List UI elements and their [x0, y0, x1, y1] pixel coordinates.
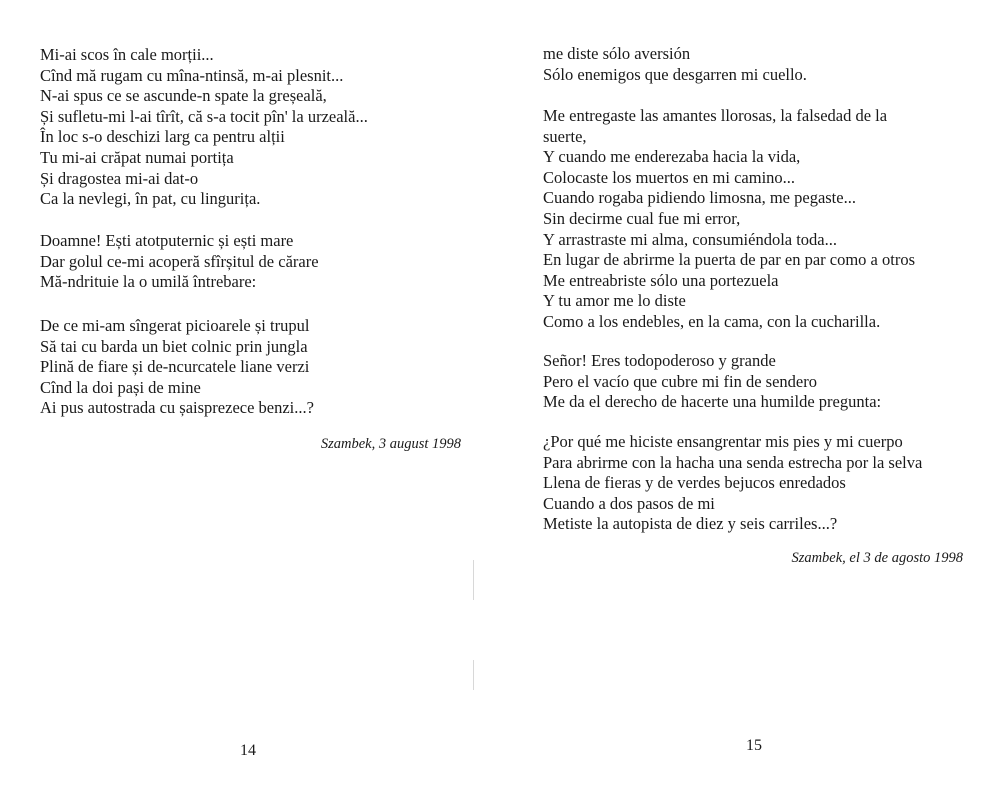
poem-line: Cînd la doi pași de mine [40, 377, 201, 397]
poem-line: Și dragostea mi-ai dat-o [40, 168, 199, 188]
poem-line: Doamne! Ești atotputernic și ești mare [40, 231, 294, 250]
poem-line: En lugar de abrirme la puerta de par en par como a otros [543, 250, 916, 270]
poem-line: Para abrirme con la hacha una senda estrecha por la selva [543, 452, 923, 472]
poem-line: Me entregaste las amantes llorosas, la falsedad de la suerte, [543, 106, 888, 146]
poem-line: În loc s-o deschizi larg ca pentru alții [40, 127, 285, 147]
poem-line: Como a los endebles, en la cama, con la cucharilla. [543, 311, 881, 331]
poem-line: Ca la nevlegi, în pat, cu lingurița. [40, 189, 261, 209]
poem-line: N-ai spus ce se ascunde-n spate la greșeală, [40, 86, 327, 106]
page-number: 15 [746, 737, 762, 754]
gutter-shadow [473, 560, 474, 600]
poem-line: Sólo enemigos que desgarren mi cuello. [543, 64, 807, 84]
poem-line: Mi-ai scos în cale morții... [40, 45, 214, 64]
poem-line: Y tu amor me lo diste [543, 291, 686, 311]
poem-line: Sin decirme cual fue mi error, [543, 208, 741, 228]
right-stanza-1 [543, 44, 923, 85]
left-stanza-2 [40, 231, 319, 293]
poem-line: Ai pus autostrada cu șaisprezece benzi...? [40, 398, 314, 418]
left-stanza-3 [40, 316, 314, 419]
poem-line: Y arrastraste mi alma, consumiéndola toda... [543, 229, 838, 249]
poem-line: Colocaste los muertos en mi camino... [543, 167, 796, 187]
poem-line: Señor! Eres todopoderoso y grande [543, 351, 776, 370]
poem-line: Tu mi-ai crăpat numai portița [40, 147, 234, 167]
poem-line: Plină de fiare și de-ncurcatele liane verzi [40, 357, 310, 377]
page-number: 14 [240, 742, 256, 759]
poem-line: Y cuando me enderezaba hacia la vida, [543, 147, 801, 167]
poem-signature: Szambek, el 3 de agosto 1998 [791, 550, 963, 566]
poem-line: me diste sólo aversión [543, 44, 691, 63]
poem-line: Și sufletu-mi l-ai tîrît, că s-a tocit pîn' la urzeală... [40, 106, 368, 126]
poem-line: Me entreabriste sólo una portezuela [543, 270, 779, 290]
poem-line: ¿Por qué me hiciste ensangrentar mis pies y mi cuerpo [543, 432, 903, 451]
poem-line: Cînd mă rugam cu mîna-ntinsă, m-ai plesnit... [40, 65, 344, 85]
left-stanza-1 [40, 45, 368, 210]
poem-line: Llena de fieras y de verdes bejucos enredados [543, 473, 846, 493]
poem-line: Dar golul ce-mi acoperă sfîrșitul de cărare [40, 251, 319, 271]
poem-line: Cuando rogaba pidiendo limosna, me pegaste... [543, 188, 856, 208]
poem-line: Metiste la autopista de diez y seis carriles...? [543, 514, 838, 534]
right-stanza-2 [543, 106, 923, 333]
right-stanza-4 [543, 432, 923, 535]
gutter-shadow [473, 660, 474, 690]
poem-line: De ce mi-am sîngerat picioarele și trupul [40, 316, 310, 335]
poem-line: Me da el derecho de hacerte una humilde pregunta: [543, 392, 882, 412]
right-stanza-3 [543, 351, 923, 413]
poem-line: Să tai cu barda un biet colnic prin jungla [40, 336, 308, 356]
poem-line: Mă-ndrituie la o umilă întrebare: [40, 272, 257, 292]
poem-signature: Szambek, 3 august 1998 [320, 436, 461, 452]
poem-line: Pero el vacío que cubre mi fin de sendero [543, 371, 817, 391]
poem-line: Cuando a dos pasos de mi [543, 493, 715, 513]
